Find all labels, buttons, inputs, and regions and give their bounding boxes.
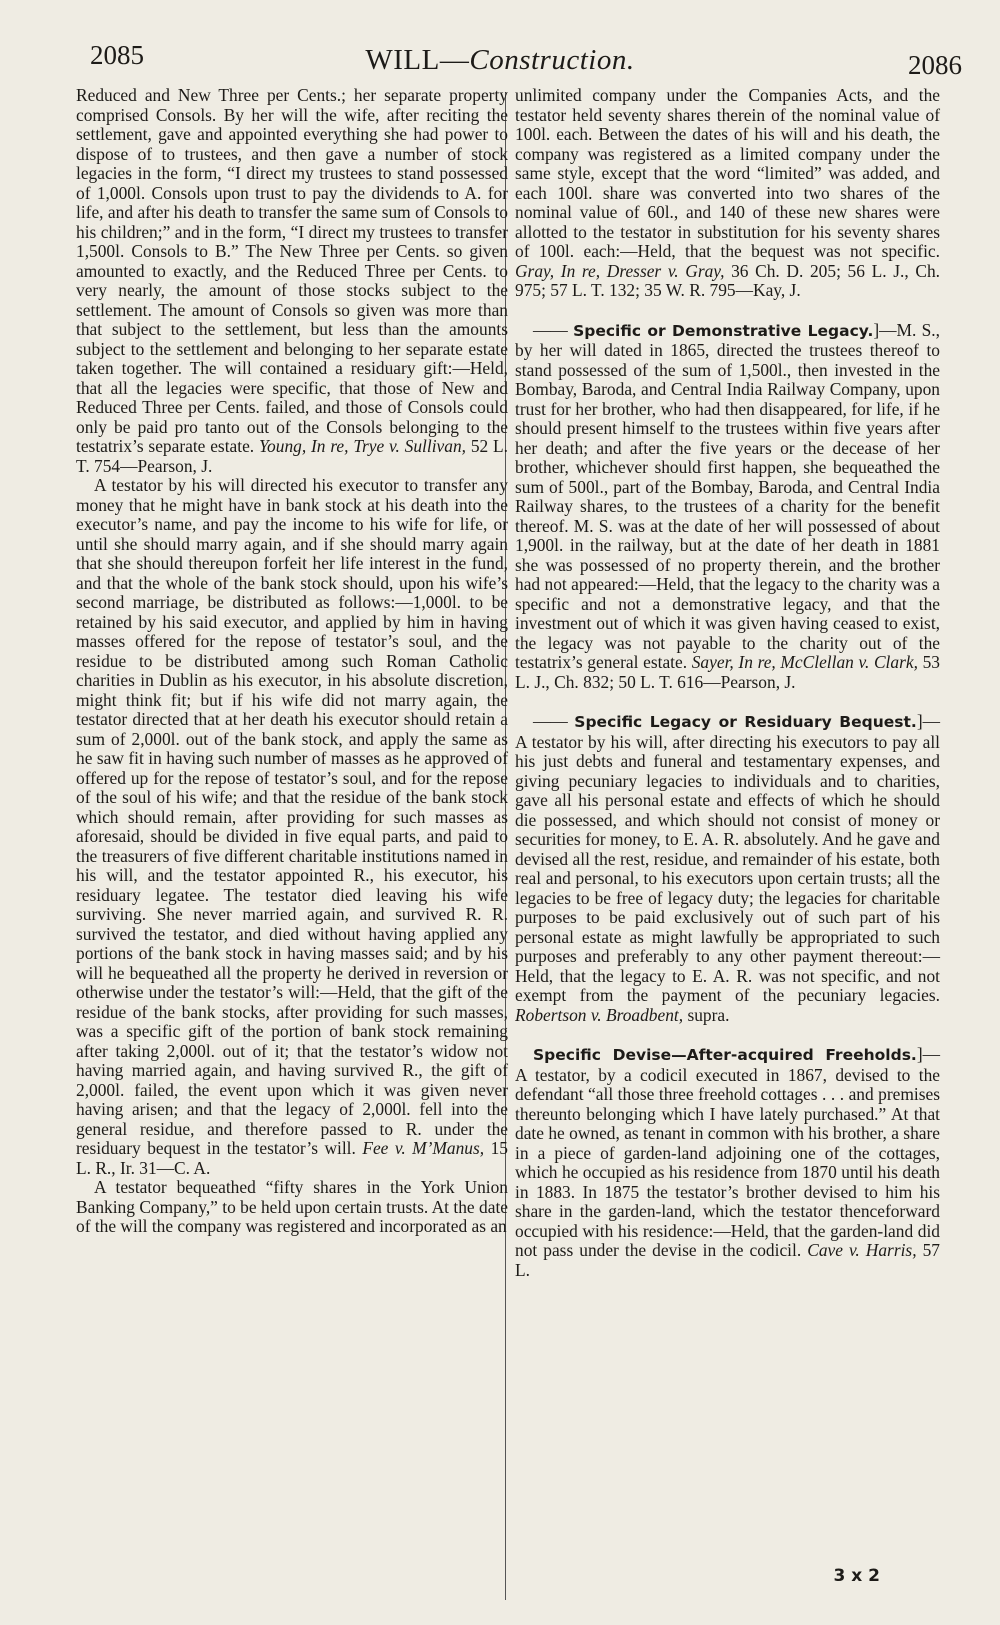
case-citation: Gray, In re, Dresser v. Gray, xyxy=(515,260,725,281)
page-number-right: 2086 xyxy=(908,50,962,80)
citation-reference: supra. xyxy=(683,1004,730,1025)
section-heading: Specific Devise—After-acquired Freeholds. xyxy=(533,1046,917,1064)
case-citation: Young, In re, Trye v. Sullivan, xyxy=(258,436,466,456)
signature-mark: 3 x 2 xyxy=(833,1566,880,1586)
citation-reference: 36 Ch. D. 205; 56 L. J., Ch. 975; 57 L. T. 132; 35 W. R. 795—Kay, J. xyxy=(515,260,940,300)
left-column xyxy=(76,86,508,1237)
right-column xyxy=(515,86,940,1280)
paragraph-text: Reduced and New Three per Cents.; her separate property comprised Consols. By her will the wife, after reciting the settlement, gave and appointed everything she had power to dispose of to trustees, and then gave a number of stock legacies in the form, “I direct my trustees to stand possessed of 1,000l. Consols upon trust to pay the dividends to A. for life, and after his death to transfer the same sum of Consols to his children;” and in the form, “I direct my trustees to transfer 1,500l. Consols to B.” The New Three per Cents. so given amounted to exactly, and the Reduced Three per Cents. to very nearly, the amount of those stocks subject to the settlement. The amount of Consols so given was more than that subject to the settlement, but less than the amounts subject to the settlement and belonging to her separate estate taken together. The will contained a residuary gift:—Held, that all the legacies were specific, that those of New and Reduced Three per Cents. failed, and those of Consols could only be paid pro tanto out of the Consols belonging to the testatrix’s separate estate. xyxy=(76,85,508,456)
running-header xyxy=(0,40,1000,80)
case-citation: Sayer, In re, McClellan v. Clark, xyxy=(691,652,918,672)
left-paragraph-3 xyxy=(76,1178,508,1237)
paragraph-text: unlimited company under the Companies Acts, and the testator held seventy shares therein of the nominal value of 100l. each. Between the dates of his will and his death, the company was registered as a limited company under the same style, except that the word “limited” was added, and each 100l. share was converted into two shares of the nominal value of 60l., and 140 of these new shares were allotted to the testator in substitution for his seventy shares of 100l. each:—Held, that the bequest was not specific. xyxy=(515,85,940,261)
citation-reference: 15 L. R., Ir. 31—C. A. xyxy=(76,1138,508,1178)
right-paragraph-1 xyxy=(515,86,940,301)
left-paragraph-2 xyxy=(76,476,508,1178)
running-title-main: WILL— xyxy=(365,44,470,76)
case-citation: Robertson v. Broadbent, xyxy=(515,1004,684,1025)
right-paragraph-3 xyxy=(515,712,940,1025)
right-paragraph-2 xyxy=(515,321,940,693)
citation-reference: 53 L. J., Ch. 832; 50 L. T. 616—Pearson, J. xyxy=(515,652,940,692)
section-heading: Specific or Demonstrative Legacy. xyxy=(573,321,874,340)
heading-dash: —— xyxy=(533,711,575,731)
paragraph-text: A testator bequeathed “fifty shares in the York Union Banking Company,” to be held upon certain trusts. At the date of the will the company was registered and incorporated as an xyxy=(76,1177,508,1236)
page-number-left: 2085 xyxy=(90,40,144,70)
paragraph-text: ]—A testator, by a codicil executed in 1867, devised to the defendant “all those three freehold cottages . . . and premises thereunto belonging which I have lately purchased.” At that date he owned, as tenant in common with his brother, a share in a piece of garden-land adjoining one of the cottages, which he occupied as his residence from 1870 until his death in 1883. In 1875 the testator’s brother devised to him his share in the garden-land, which the testator thenceforward occupied with his residence:—Held, that the garden-land did not pass under the devise in the codicil. xyxy=(515,1044,940,1260)
running-title xyxy=(0,44,1000,77)
left-paragraph-1 xyxy=(76,86,508,476)
paragraph-text: ]—M. S., by her will dated in 1865, directed the trustees thereof to stand possessed of the sum of 1,500l., then invested in the Bombay, Baroda, and Central India Railway Company, upon trust for her brother, who had then disappeared, for life, if he should present himself to the trustees within five years after her death; and after the five years or the decease of her brother, whichever should first happen, she bequeathed the sum of 500l., part of the Bombay, Baroda, and Central India Railway shares, to the trustees of a charity for the benefit thereof. M. S. was at the date of her will possessed of about 1,900l. in the railway, but at the date of her death in 1881 she was possessed of no property therein, and the brother had not appeared:—Held, that the legacy to the charity was a specific and not a demonstrative legacy, and that the investment out of which it was given having ceased to exist, the legacy was not payable to the charity out of the testatrix’s general estate. xyxy=(515,319,940,672)
running-title-italic: Construction. xyxy=(469,44,635,76)
citation-reference: 52 L. T. 754—Pearson, J. xyxy=(76,436,509,476)
heading-dash: —— xyxy=(533,319,574,340)
case-citation: Cave v. Harris, xyxy=(807,1240,917,1260)
paragraph-text: A testator by his will directed his executor to transfer any money that he might have in bank stock at his death into the executor’s name, and pay the income to his wife for life, or until she should marry again, and if she should marry again that she should thereupon forfeit her life interest in the fund, and that the whole of the bank stock should, upon his wife’s second marriage, be distributed as follows:—1,000l. to be retained by his said executor, and applied by him in having masses offered for the repose of testator’s soul, and the residue to be distributed among such Roman Catholic charities in Dublin as his executor, in his absolute discretion, might think fit; but if his wife did not marry again, the testator directed that at her death his executor should retain a sum of 2,000l. out of the bank stock, and apply the same as he saw fit in having such number of masses as he approved of offered up for the repose of testator’s soul, and for the repose of the soul of his wife; and that the residue of the bank stock which should remain, after providing for such masses as aforesaid, should be divided in five equal parts, and paid to the treasurers of five different charitable institutions named in his will, and the testator appointed R., his executor, his residuary legatee. The testator died leaving his wife surviving. She never married again, and survived R. R. survived the testator, and died without having applied any portions of the bank stock in having masses said; and by his will he bequeathed all the property he derived in reversion or otherwise under the testator’s will:—Held, that the gift of the residue of the bank stocks, after providing for such masses, was a specific gift of the portion of bank stock remaining after taking 2,000l. out of it; that the testator’s widow not having married again, and having survived R., the gift of 2,000l. failed, the event upon which it was given never having arisen; and that the legacy of 2,000l. fell into the general residue, and therefore passed to R. under the residuary bequest in the testator’s will. xyxy=(76,475,508,1158)
case-citation: Fee v. M’Manus, xyxy=(362,1138,485,1158)
right-paragraph-4 xyxy=(515,1045,940,1280)
paragraph-text: ]—A testator by his will, after directing his executors to pay all his just debts and funeral and testamentary expenses, and giving pecuniary legacies to individuals and to charities, gave all his personal estate and effects of which he should die possessed, and which should not consist of money or securities for money, to E. A. R. absolutely. And he gave and devised all the rest, residue, and remainder of his estate, both real and personal, to his executors upon certain trusts; all the legacies to be free of legacy duty; the legacies for charitable purposes to be paid exclusively out of such part of his personal estate as might lawfully be appropriated to such purposes and preferably to any other payment thereout:—Held, that the legacy to E. A. R. was not specific, and not exempt from the payment of the pecuniary legacies. xyxy=(515,711,940,1005)
section-heading: Specific Legacy or Residuary Bequest. xyxy=(574,713,917,731)
citation-reference: 57 L. xyxy=(515,1240,940,1280)
